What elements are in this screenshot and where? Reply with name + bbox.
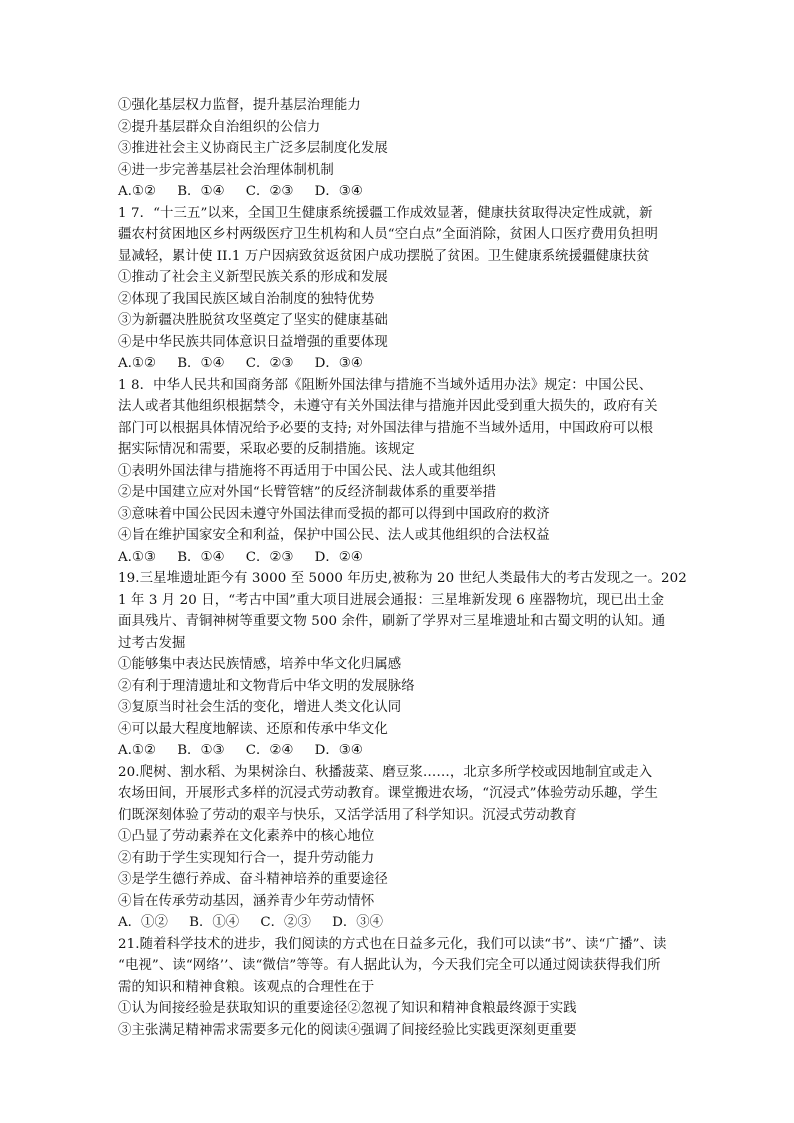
choice-item: ③复原当时社会生活的变化，增进人类文化认同 bbox=[118, 700, 402, 715]
question-stem-line: 农场田间，开展形式多样的沉浸式劳动教育。课堂搬进农场，“沉浸式”体验劳动乐趣，学生 bbox=[118, 786, 659, 801]
choice-item: ④是中华民族共同体意识日益增强的重要体现 bbox=[118, 334, 388, 350]
choice-item: ②提升基层群众自治组织的公信力 bbox=[118, 119, 321, 135]
question-stem-line: 21.随着科学技术的进步，我们阅读的方式也在日益多元化，我们可以读“书”、读“广播”、读 bbox=[118, 936, 667, 952]
choice-item: ③主张满足精神需求需要多元化的阅读④强调了间接经验比实践更深刻更重要 bbox=[118, 1022, 577, 1038]
answer-options: A.①② B．①④ C．②③ D．③④ bbox=[118, 184, 363, 199]
choice-item: ②是中国建立应对外国“长臂管辖”的反经济制裁体系的重要举措 bbox=[118, 485, 497, 500]
answer-options: A.①② B．①③ C．②④ D．③④ bbox=[118, 743, 363, 758]
question-19 bbox=[118, 568, 687, 762]
question-stem-line: 据实际情况和需要，采取必要的反制措施。该规定 bbox=[118, 442, 415, 457]
question-stem-line: 面具残片、青铜神树等重要文物 500 余件，刷新了学界对三星堆遗址和古蜀文明的认知。通 bbox=[118, 614, 666, 629]
question-stem-line: 们既深刻体验了劳动的艰辛与快乐，又活学活用了科学知识。沉浸式劳动教育 bbox=[118, 807, 577, 823]
answer-options: A．①② B．①④ C．②③ D．③④ bbox=[118, 915, 384, 930]
choice-item: ①推动了社会主义新型民族关系的形成和发展 bbox=[118, 270, 388, 285]
question-16 bbox=[118, 95, 678, 203]
question-stem-line: 1 年 3 月 20 日，“考古中国”重大项目进展会通报：三星堆新发现 6 座器物坑，现已出土金 bbox=[118, 592, 665, 608]
choice-item: ①表明外国法律与措施将不再适用于中国公民、法人或其他组织 bbox=[118, 463, 496, 479]
question-stem-line: 1 8．中华人民共和国商务部《阻断外国法律与措施不当域外适用办法》规定：中国公民、 bbox=[118, 377, 653, 393]
choice-item: ①认为间接经验是获取知识的重要途径②忽视了知识和精神食粮最终源于实践 bbox=[118, 1001, 577, 1016]
question-stem-line: 19.三星堆遗址距今有 3000 至 5000 年历史,被称为 20 世纪人类最伟大的考古发现之一。202 bbox=[118, 571, 687, 586]
choice-item: ②有助于学生实现知行合一，提升劳动能力 bbox=[118, 850, 375, 866]
choice-item: ④可以最大程度地解读、还原和传承中华文化 bbox=[118, 721, 388, 737]
question-21 bbox=[118, 934, 678, 1042]
choice-item: ④旨在传承劳动基因，涵养青少年劳动情怀 bbox=[118, 893, 375, 909]
question-stem-line: 法人或者其他组织根据禁令，未遵守有关外国法律与措施并因此受到重大损失的，政府有关 bbox=[118, 399, 658, 414]
choice-item: ④旨在维护国家安全和利益，保护中国公民、法人或其他组织的合法权益 bbox=[118, 528, 550, 543]
question-stem-line: 显减轻，累计使 II.1 万户因病致贫返贫困户成功摆脱了贫困。卫生健康系统援疆健康扶贫 bbox=[118, 248, 650, 264]
choice-item: ①凸显了劳动素养在文化素养中的核心地位 bbox=[118, 829, 375, 844]
choice-item: ③是学生德行养成、奋斗精神培养的重要途径 bbox=[118, 872, 388, 887]
question-stem-line: 需的知识和精神食粮。该观点的合理性在于 bbox=[118, 979, 375, 995]
question-stem-line: 过考古发掘 bbox=[118, 635, 186, 651]
choice-item: ③推进社会主义协商民主广泛多层制度化发展 bbox=[118, 141, 388, 156]
choice-item: ④进一步完善基层社会治理体制机制 bbox=[118, 162, 334, 178]
choice-item: ②有利于理清遗址和文物背后中华文明的发展脉络 bbox=[118, 678, 415, 694]
choice-item: ①强化基层权力监督，提升基层治理能力 bbox=[118, 98, 361, 113]
question-stem-line: “电视”、读“网络’’、读“微信”等等。有人据此认为，今天我们完全可以通过阅读获得我们所 bbox=[118, 958, 661, 973]
choice-item: ①能够集中表达民族情感，培养中华文化归属感 bbox=[118, 657, 402, 672]
question-stem-line: 20.爬树、割水稻、为果树涂白、秋播菠菜、磨豆浆……，北京多所学校或因地制宜或走入 bbox=[118, 764, 653, 780]
answer-options: A.①② B．①④ C．②③ D．③④ bbox=[118, 356, 363, 371]
choice-item: ③意味着中国公民因未遵守外国法律而受损的都可以得到中国政府的救济 bbox=[118, 506, 550, 522]
choice-item: ③为新疆决胜脱贫攻坚奠定了坚实的健康基础 bbox=[118, 313, 388, 328]
question-stem-line: 部门可以根据具体情况给予必要的支持; 对外国法律与措施不当域外适用，中国政府可以根 bbox=[118, 420, 654, 436]
choice-item: ②体现了我国民族区域自治制度的独特优势 bbox=[118, 291, 375, 307]
question-stem-line: 疆农村贫困地区乡村两级医疗卫生机构和人员“空白点”全面消除，贫困人口医疗费用负担明 bbox=[118, 227, 659, 242]
exam-content bbox=[118, 95, 687, 1041]
question-20 bbox=[118, 762, 678, 934]
answer-options: A.①③ B．①④ C．②③ D．②④ bbox=[118, 549, 363, 565]
question-17 bbox=[118, 203, 678, 375]
question-18 bbox=[118, 375, 678, 569]
question-stem-line: 1 7．“十三五”以来，全国卫生健康系统援疆工作成效显著，健康扶贫取得决定性成就，新 bbox=[118, 205, 653, 221]
